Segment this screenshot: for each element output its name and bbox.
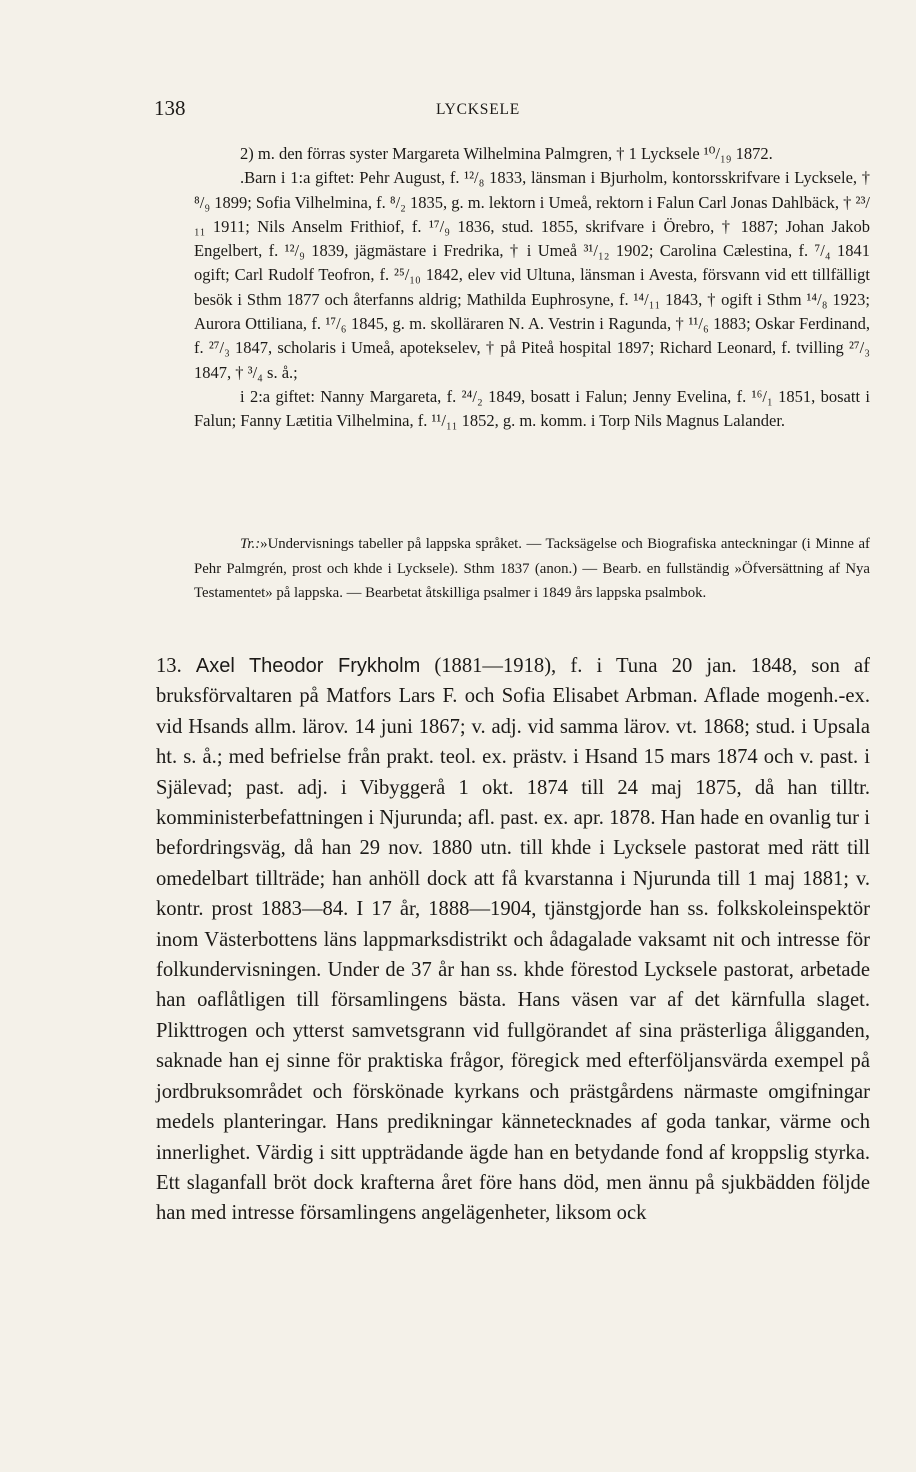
children-first-marriage: .Barn i 1:a giftet: Pehr August, f. ¹²/₈ 1833, länsman i Bjurholm, kontorsskrifvare i Lycksele, † ⁸/₉ 1899; Sofia Vilhelmina, f. ⁸/₂ 1835, g. m. lektorn i Umeå, rektorn i Falun Carl Jonas Dahlbäck, † ²³/₁₁ 1911; Nils Anselm Frithiof, f. ¹⁷/₉ 1836, stud. 1855, skrifvare i Örebro, † 1887; Johan Jakob Engelbert, f. ¹²/₉ 1839, jägmästare i Fredrika, † i Umeå ³¹/₁₂ 1902; Carolina Cælestina, f. ⁷/₄ 1841 ogift; Carl Rudolf Teofron, f. ²⁵/₁₀ 1842, elev vid Ultuna, länsman i Avesta, försvann vid ett tillfälligt besök i Sthm 1877 och återfanns aldrig; Mathilda Euphrosyne, f. ¹⁴/₁₁ 1843, † ogift i Sthm ¹⁴/₈ 1923; Aurora Ottiliana, f. ¹⁷/₆ 1845, g. m. skolläraren N. A. Vestrin i Ragunda, † ¹¹/₆ 1883; Oskar Ferdinand, f. ²⁷/₃ 1847, scholaris i Umeå, apotekselev, † på Piteå hospital 1897; Richard Leonard, f. tvilling ²⁷/₃ 1847, † ³/₄ s. å.; — [194, 168, 870, 382]
page-number: 138 — [154, 96, 186, 120]
works-label: Tr.: — [240, 536, 261, 552]
running-title: LYCKSELE — [435, 101, 521, 118]
entry-name: Axel Theodor Frykholm — [195, 655, 421, 677]
entry-number: 13. — [156, 655, 182, 677]
marriage-line: 2) m. den förras syster Margareta Wilhelmina Palmgren, † 1 Lycksele ¹⁰/₁₉ 1872. — [240, 144, 773, 163]
entry-paragraph — [156, 651, 870, 1229]
entry-body: (1881—1918), f. i Tuna 20 jan. 1848, son af bruksförvaltaren på Matfors Lars F. och Sofia Elisabet Arbman. Aflade mogenh.-ex. vid Hsands allm. lärov. 14 juni 1867; v. adj. vid samma lärov. vt. 1868; stud. i Upsala ht. s. å.; med befrielse från prakt. teol. ex. prästv. i Hsand 15 mars 1874 och v. past. i Själevad; past. adj. i Vibyggerå 1 okt. 1874 till 24 maj 1875, då han tilltr. komministerbefattningen i Njurunda; afl. past. ex. apr. 1878. Han hade en ovanlig tur i befordringsväg, då han 29 nov. 1880 utn. till khde i Lycksele pastorat med rätt till omedelbart tillträde; han anhöll dock att få kvarstanna i Njurunda till 1 maj 1881; v. kontr. prost 1883—84. I 17 år, 1888—1904, tjänstgjorde han ss. folkskoleinspektör inom Västerbottens läns lappmarksdistrikt och ådagalade vaksamt nit och intresse för folkundervisningen. Under de 37 år han ss. khde förestod Lycksele pastorat, arbetade han oaflåtligen till församlingens bästa. Hans väsen var af det kärnfulla slaget. Plikttrogen och ytterst samvetsgrann vid fullgörandet af sina prästerliga åligganden, saknade han ej sinne för praktiska frågor, föregick med efterföljansvärda exempel på jordbruksområdet och förskönade kyrkans och prästgårdens närmaste omgifningar medels planteringar. Hans predikningar kännetecknades af goda tankar, värme och innerlighet. Värdig i sitt uppträdande ägde han en betydande fond af kroppslig styrka. Ett slaganfall bröt dock krafterna året före hans död, men ännu på sjukbädden följde han med intresse församlingens angelägenheter, liksom ock — [156, 655, 871, 1225]
family-section — [194, 142, 870, 434]
works-text: »Undervisnings tabeller på lappska språket. — Tacksägelse och Biografiska anteckningar (i Minne af Pehr Palmgrén, prost och khde i Lycksele). Sthm 1837 (anon.) — Bearb. en fullständig »Öfversättning af Nya Testamentet» på lappska. — Bearbetat åtskilliga psalmer i 1849 års lappska psalmbok. — [194, 536, 870, 602]
works-section — [194, 532, 870, 606]
works-paragraph — [194, 532, 870, 606]
biography-entry — [156, 651, 870, 1229]
children-second-marriage: i 2:a giftet: Nanny Margareta, f. ²⁴/₂ 1849, bosatt i Falun; Jenny Evelina, f. ¹⁶/₁ 1851, bosatt i Falun; Fanny Lætitia Vilhelmina, f. ¹¹/₁₁ 1852, g. m. komm. i Torp Nils Magnus Lalander. — [194, 386, 870, 431]
